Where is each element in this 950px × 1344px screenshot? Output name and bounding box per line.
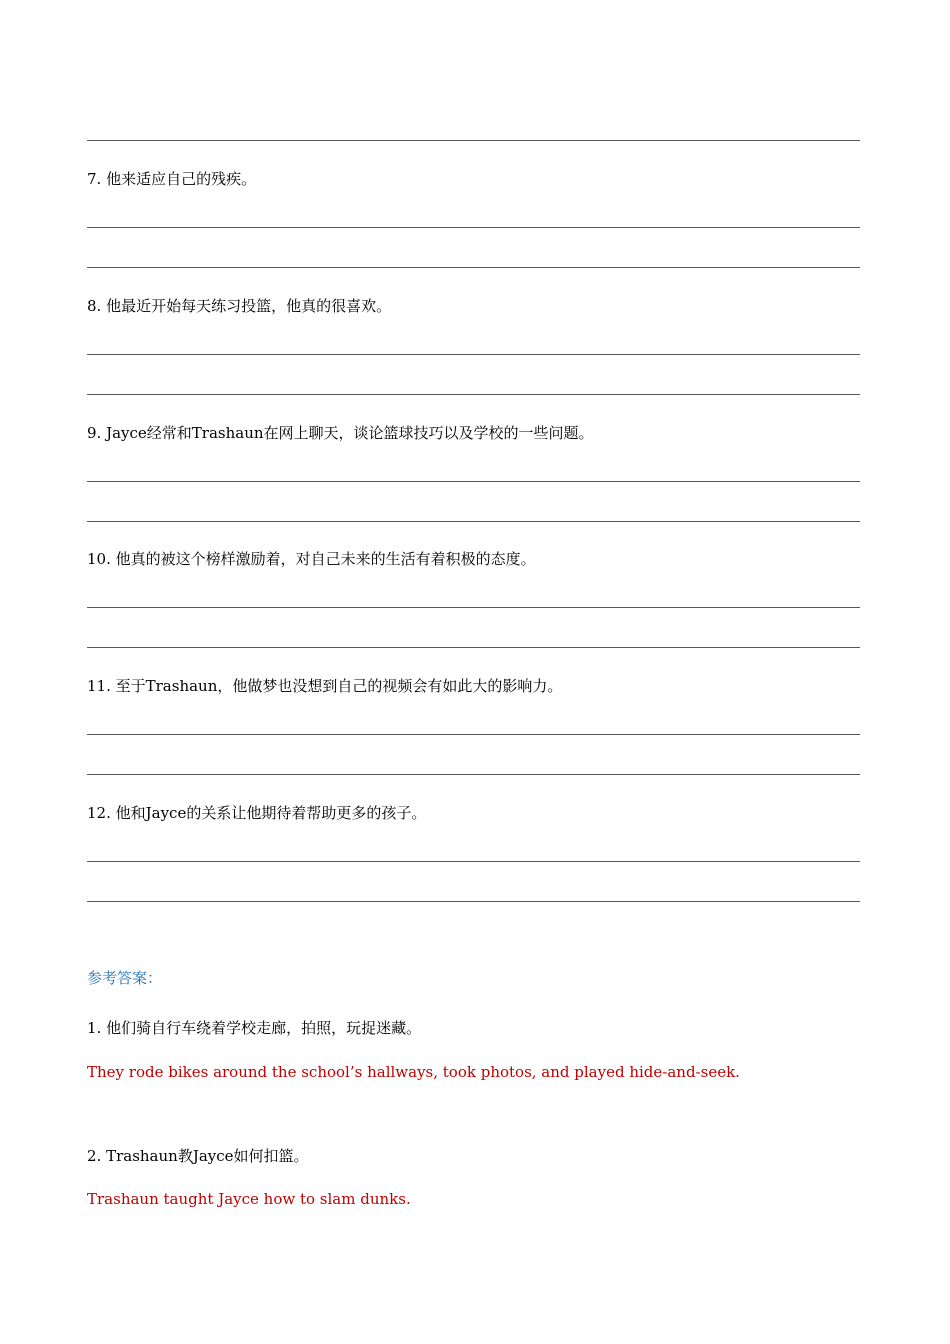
- answer-line: [87, 774, 860, 775]
- answer-line: [87, 861, 860, 862]
- answer-line: [87, 227, 860, 228]
- answer-line: [87, 607, 860, 608]
- answer-line: [87, 901, 860, 902]
- answer-line: [87, 481, 860, 482]
- answer-text-2: Trashaun taught Jayce how to slam dunks.: [87, 1190, 411, 1208]
- answer-line: [87, 354, 860, 355]
- question-9: 9. Jayce经常和Trashaun在网上聊天，谈论篮球技巧以及学校的一些问题。: [87, 424, 594, 442]
- answer-question-1: 1. 他们骑自行车绕着学校走廊，拍照，玩捉迷藏。: [87, 1019, 422, 1037]
- question-7: 7. 他来适应自己的残疾。: [87, 170, 257, 188]
- question-10: 10. 他真的被这个榜样激励着，对自己未来的生活有着积极的态度。: [87, 550, 536, 568]
- question-8: 8. 他最近开始每天练习投篮，他真的很喜欢。: [87, 297, 392, 315]
- answer-line: [87, 647, 860, 648]
- question-11: 11. 至于Trashaun，他做梦也没想到自己的视频会有如此大的影响力。: [87, 677, 563, 695]
- question-12: 12. 他和Jayce的关系让他期待着帮助更多的孩子。: [87, 804, 427, 822]
- answer-line: [87, 140, 860, 141]
- answer-line: [87, 267, 860, 268]
- answer-line: [87, 394, 860, 395]
- answer-line: [87, 521, 860, 522]
- answer-question-2: 2. Trashaun教Jayce如何扣篮。: [87, 1147, 309, 1165]
- answer-text-1: They rode bikes around the school’s hallways, took photos, and played hide-and-seek.: [87, 1063, 740, 1081]
- answers-heading: 参考答案：: [87, 969, 163, 987]
- answer-line: [87, 734, 860, 735]
